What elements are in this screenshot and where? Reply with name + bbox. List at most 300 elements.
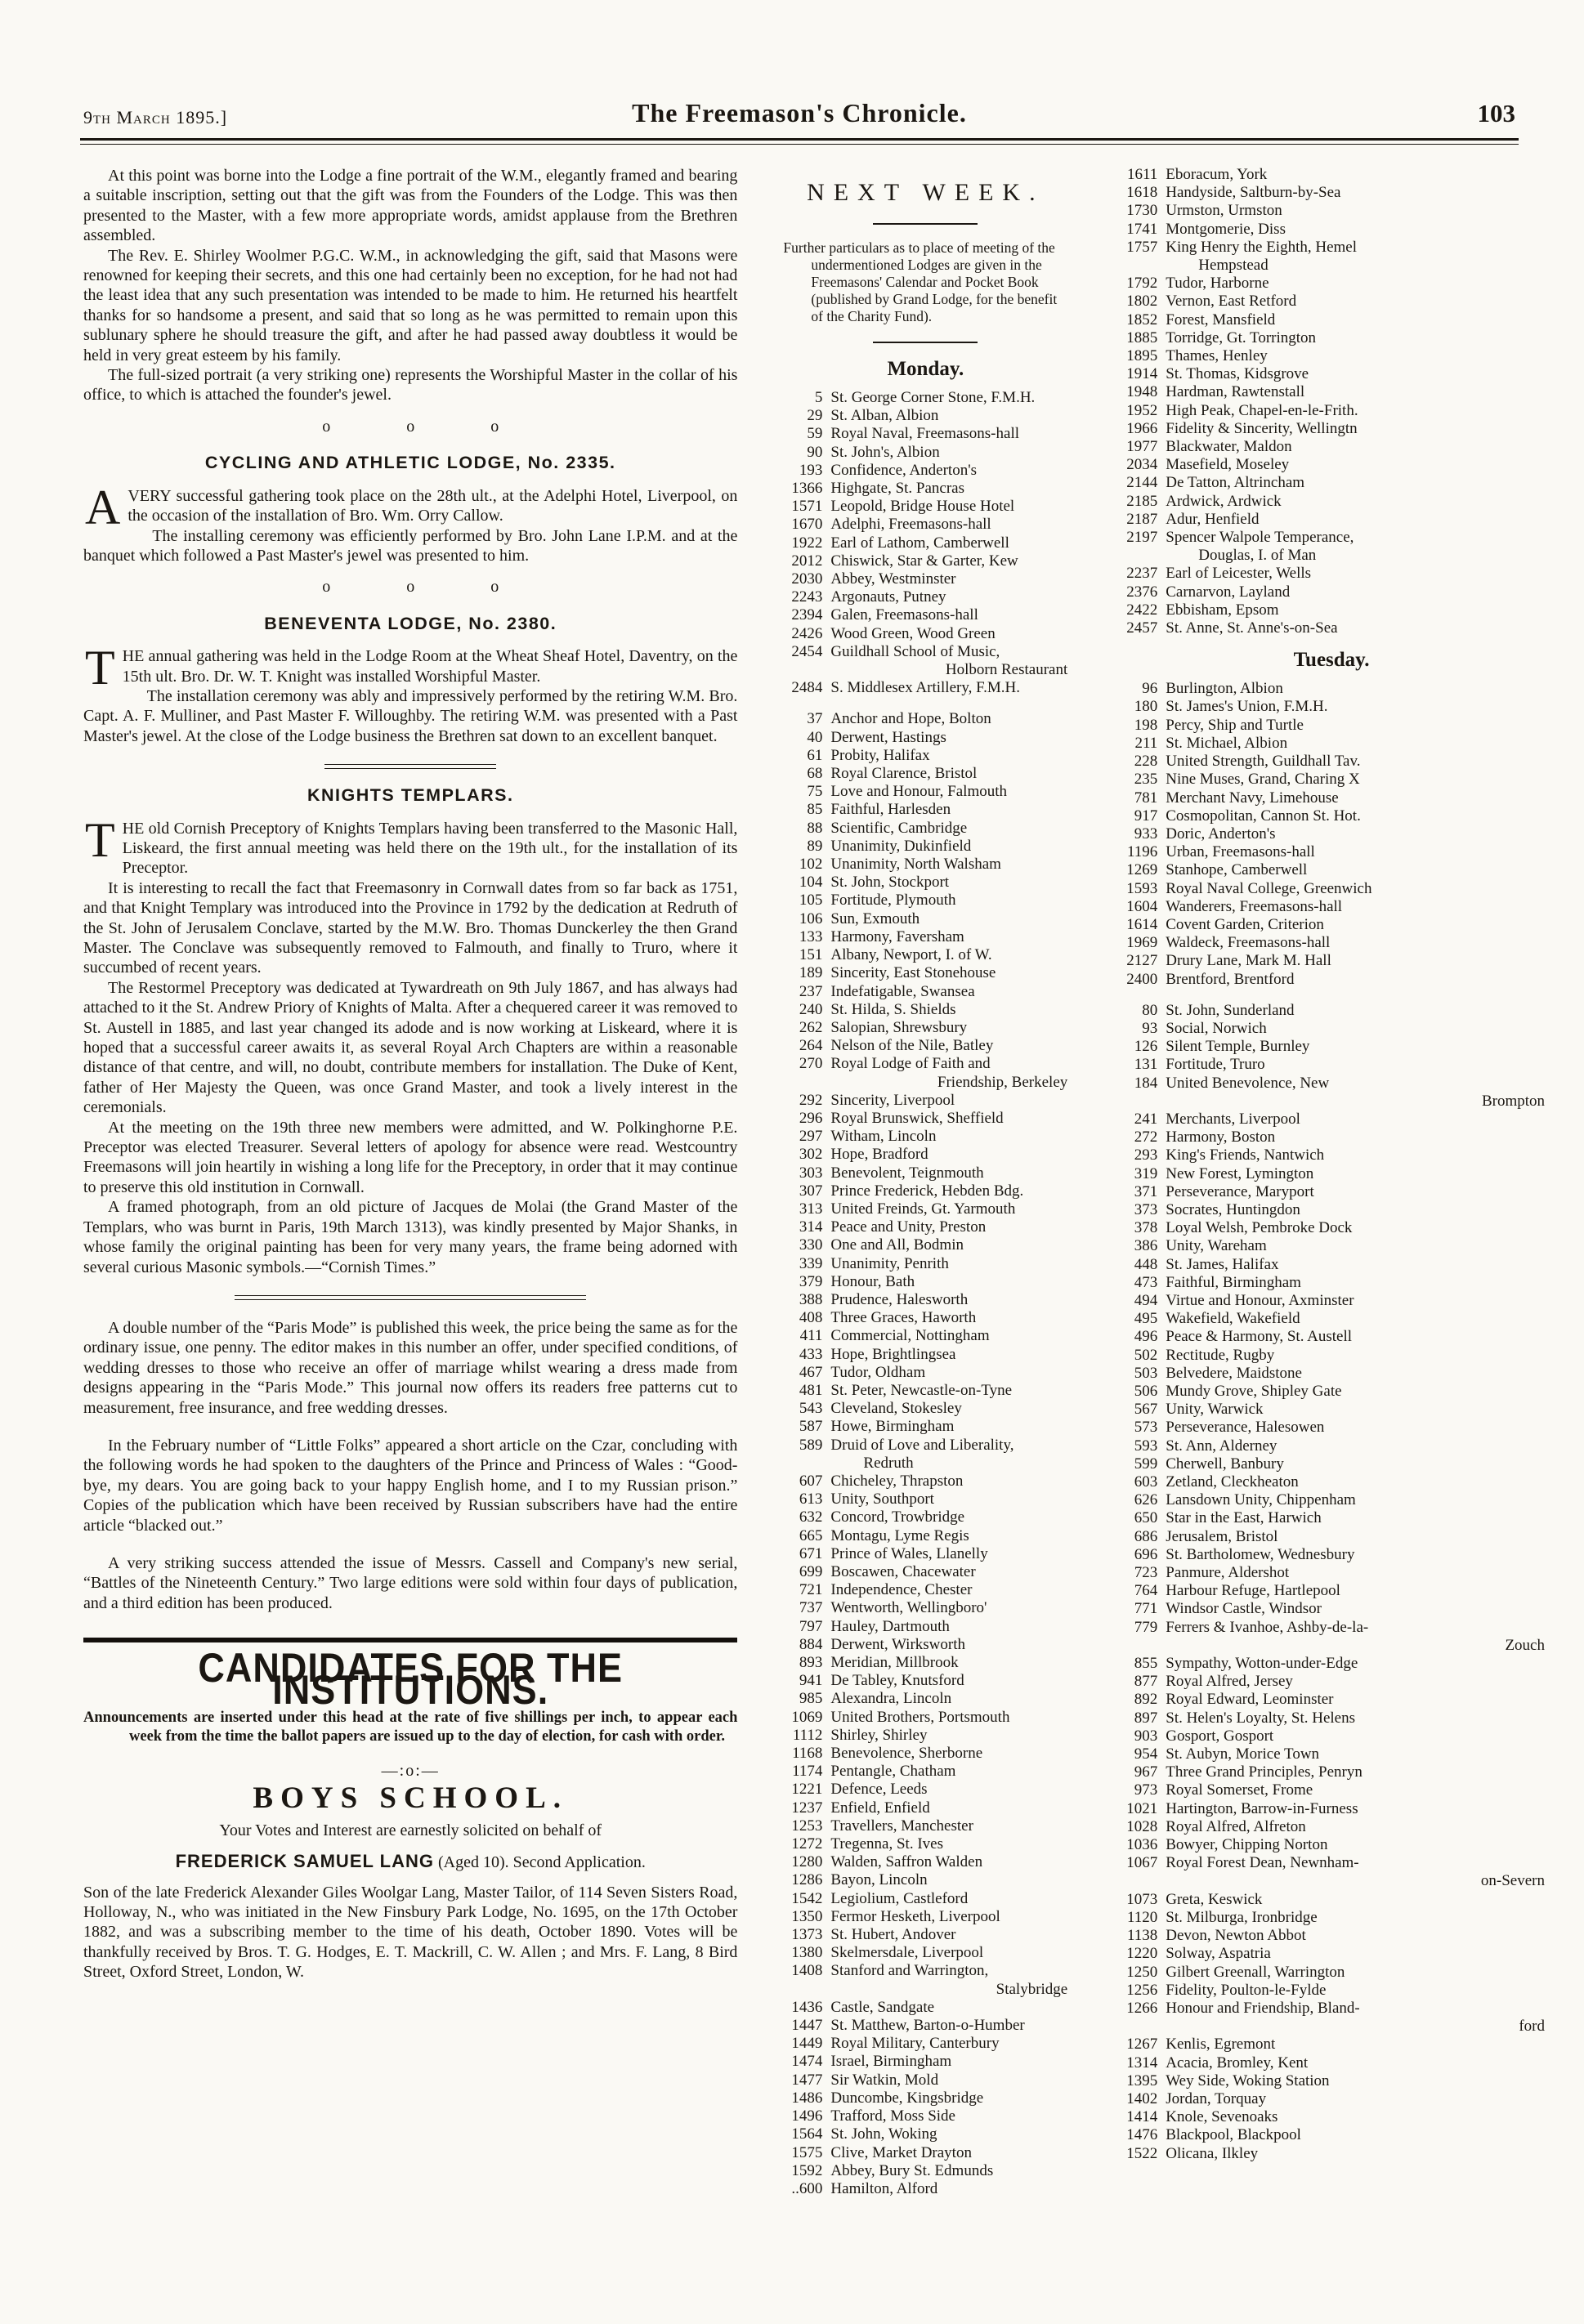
lodge-number: 241 <box>1134 1110 1158 1128</box>
lodge-number: 503 <box>1134 1364 1158 1382</box>
lodge-entry <box>783 1400 1067 1418</box>
lodge-name: Love and Honour, Falmouth <box>830 783 1008 801</box>
lodge-entry <box>1118 1183 1545 1201</box>
lodge-number: 1138 <box>1126 1927 1158 1945</box>
lodge-name: St. John's, Albion <box>830 443 940 461</box>
lodge-name: Highgate, St. Pancras <box>830 480 964 498</box>
lodge-entry <box>783 2089 1067 2107</box>
lodge-entry <box>1118 1818 1545 1836</box>
day-heading-monday: Monday. <box>887 358 964 380</box>
lodge-entry <box>1118 474 1545 492</box>
lodge-entry <box>1118 2126 1545 2144</box>
section-ornament: o o o <box>322 578 499 597</box>
lodge-number: 1436 <box>791 1998 823 2016</box>
lodge-name: Commercial, Nottingham <box>830 1327 990 1345</box>
lodge-entry <box>1118 1491 1545 1509</box>
lodge-entry <box>783 710 1067 728</box>
lodge-entry <box>783 1309 1067 1327</box>
lodge-number: 1449 <box>791 2035 823 2053</box>
lodge-entry <box>1118 934 1545 952</box>
lodge-entry <box>1118 1020 1545 1038</box>
lodge-number: 2034 <box>1126 456 1158 474</box>
lodge-entry <box>1118 717 1545 735</box>
lodge-number: 543 <box>799 1400 823 1418</box>
lodge-entry <box>1118 1528 1545 1546</box>
lodge-name: St. Alban, Albion <box>830 407 939 425</box>
lodge-name: Blackwater, Maldon <box>1166 438 1292 456</box>
lodge-entry <box>783 1799 1067 1817</box>
lodge-name: Royal Somerset, Frome <box>1166 1781 1313 1799</box>
lodge-name: Nine Muses, Grand, Charing X <box>1166 771 1360 789</box>
lodge-number: 893 <box>799 1654 823 1672</box>
lodge-entry <box>1118 1927 1545 1945</box>
lodge-name: Greta, Keswick <box>1166 1890 1263 1908</box>
lodge-entry <box>783 838 1067 856</box>
lodge-name: Merchant Navy, Limehouse <box>1166 789 1339 807</box>
lodge-entry <box>783 2107 1067 2125</box>
lodge-name: Solway, Aspatria <box>1166 1945 1271 1963</box>
content-columns <box>83 166 1545 2198</box>
lodge-name: Castle, Sandgate <box>830 1998 935 2016</box>
lodge-number: 339 <box>799 1254 823 1272</box>
lodge-number: 1952 <box>1126 401 1158 419</box>
lodge-entry <box>783 1944 1067 1962</box>
lodge-entry <box>1118 1328 1545 1346</box>
lodge-name: Percy, Ship and Turtle <box>1166 716 1304 734</box>
lodge-name: Howe, Birmingham <box>830 1418 955 1436</box>
lodge-name: Silent Temple, Burnley <box>1166 1038 1310 1056</box>
lodge-entry <box>783 1490 1067 1508</box>
lodge-number: 1221 <box>791 1781 823 1799</box>
lodge-entry <box>1118 347 1545 365</box>
lodge-entry <box>1118 1075 1545 1111</box>
lodge-number: 1741 <box>1126 220 1158 238</box>
lodge-entry <box>783 1273 1067 1291</box>
lodge-number: 1571 <box>791 498 823 516</box>
lodge-entry <box>1118 1619 1545 1655</box>
lodge-number: 1366 <box>791 480 823 498</box>
lodge-entry <box>783 1418 1067 1436</box>
lodge-number: 723 <box>1134 1564 1158 1582</box>
lodge-number: 1350 <box>791 1907 823 1925</box>
lodge-name: Chicheley, Thrapston <box>830 1472 964 1490</box>
lodge-name: Tregenna, St. Ives <box>830 1835 943 1853</box>
lodge-number: 1618 <box>1126 184 1158 202</box>
lodge-entry <box>1118 2108 1545 2126</box>
lodge-name: Cherwell, Banbury <box>1166 1455 1284 1473</box>
lodge-entry <box>783 1037 1067 1055</box>
lodge-number: 967 <box>1134 1763 1158 1781</box>
lodge-entry <box>1118 1781 1545 1799</box>
lodge-name: Ardwick, Ardwick <box>1166 492 1282 510</box>
lodge-entry <box>783 1164 1067 1182</box>
lodge-entry <box>783 606 1067 624</box>
lodge-number: 1067 <box>1126 1854 1158 1872</box>
lodge-entry <box>783 729 1067 747</box>
lodge-number: 1174 <box>792 1763 823 1781</box>
lodge-entry <box>783 892 1067 909</box>
lodge-number: 88 <box>807 819 823 837</box>
lodge-number: 1073 <box>1126 1890 1158 1908</box>
lodge-entry <box>1118 493 1545 511</box>
lodge-number: 599 <box>1134 1455 1158 1473</box>
lodge-number: 1253 <box>791 1817 823 1835</box>
lodge-number: 467 <box>799 1363 823 1381</box>
lodge-number: 613 <box>799 1490 823 1508</box>
lodge-name: Fortitude, Plymouth <box>830 892 956 909</box>
lodge-name: Drury Lane, Mark M. Hall <box>1166 952 1331 970</box>
lodge-entry <box>783 1364 1067 1382</box>
lodge-entry <box>783 1581 1067 1599</box>
lodge-name: Covent Garden, Criterion <box>1166 915 1324 933</box>
lodge-number: 388 <box>799 1290 823 1308</box>
lodge-name: Wey Side, Woking Station <box>1166 2071 1330 2089</box>
lodge-name: Royal Lodge of Faith and Friendship, Berkeley <box>830 1055 1068 1091</box>
lodge-entry <box>783 856 1067 874</box>
lodge-entry <box>1118 1945 1545 1963</box>
lodge-number: 665 <box>799 1526 823 1544</box>
lodge-name: Kenlis, Egremont <box>1166 2036 1276 2054</box>
lodge-number: 102 <box>799 856 823 874</box>
lodge-number: 1112 <box>792 1726 823 1744</box>
lodge-name: Prince Frederick, Hebden Bdg. <box>830 1182 1024 1200</box>
lodge-name: St. Matthew, Barton-o-Humber <box>830 2017 1025 2035</box>
lodge-entry <box>783 1817 1067 1835</box>
lodge-number: 1604 <box>1126 897 1158 915</box>
lodge-entry <box>1118 861 1545 879</box>
lodge-number: 303 <box>799 1164 823 1182</box>
lodge-name: Doric, Anderton's <box>1166 825 1276 842</box>
lodge-entry <box>1118 1964 1545 1982</box>
next-week-intro: Further particulars as to place of meeting of the undermentioned Lodges are given in the Freemasons' Calendar and Pocket Book (published by Grand Lodge, for the benefit of the Charity Fund). <box>783 239 1058 324</box>
lodge-entry <box>1118 2000 1545 2036</box>
lodge-number: 671 <box>799 1544 823 1562</box>
lodge-entry <box>783 1437 1067 1473</box>
lodge-number: 1373 <box>791 1926 823 1944</box>
lodge-number: 2426 <box>791 624 823 642</box>
lodge-entry <box>783 498 1067 516</box>
lodge-name: Sympathy, Wotton-under-Edge <box>1166 1655 1358 1673</box>
candidate-name-line <box>83 1852 737 1872</box>
lodge-number: 1802 <box>1126 293 1158 311</box>
lodge-name: St. Thomas, Kidsgrove <box>1166 365 1309 383</box>
lodge-name: Perseverance, Maryport <box>1166 1182 1314 1200</box>
lodge-name: Hauley, Dartmouth <box>830 1617 950 1635</box>
lodge-entry <box>1118 952 1545 970</box>
lodge-number: 371 <box>1134 1182 1158 1200</box>
page-number: 103 <box>1477 99 1515 127</box>
lodge-number: 307 <box>799 1182 823 1200</box>
lodge-number: 1922 <box>791 534 823 552</box>
lodge-name: Israel, Birmingham <box>830 2053 952 2071</box>
lodge-number: 1757 <box>1126 238 1158 256</box>
day-heading-tuesday: Tuesday. <box>1293 649 1370 672</box>
lodge-entry <box>1118 1365 1545 1383</box>
lodge-entry <box>783 1019 1067 1037</box>
lodge-number: 1486 <box>791 2089 823 2107</box>
lodge-name: Harbour Refuge, Hartlepool <box>1166 1582 1340 1600</box>
lodge-entry <box>1118 1237 1545 1255</box>
lodge-number: 1408 <box>791 1962 823 1980</box>
lodge-name: Hope, Bradford <box>830 1146 928 1164</box>
article-paragraph: At the meeting on the 19th three new members were admitted, and W. Polkinghorne P.E. Preceptor was elected Treasurer. Several letters of apology for absence were read. Westcountry Freemasons will join heartily in wishing a long life for the Preceptory, in order that it may continue to preserve this old institution in Cornwall. <box>83 1118 738 1196</box>
lodge-name: Shirley, Shirley <box>830 1726 928 1744</box>
lodge-name: Ferrers & Ivanhoe, Ashby-de-la- Zouch <box>1166 1618 1545 1654</box>
lodge-name: United Brothers, Portsmouth <box>830 1708 1010 1726</box>
lodge-name: Loyal Welsh, Pembroke Dock <box>1166 1219 1353 1237</box>
lodge-name: Devon, Newton Abbot <box>1166 1927 1306 1945</box>
lodge-entry <box>783 1092 1067 1110</box>
lodge-entry <box>1118 2054 1545 2072</box>
lodge-entry <box>783 1727 1067 1745</box>
lodge-entry <box>1118 1256 1545 1274</box>
lodge-name: Stanford and Warrington, Stalybridge <box>830 1962 1068 1998</box>
lodge-number: 1036 <box>1126 1836 1158 1854</box>
lodge-number: 40 <box>807 728 823 746</box>
lodge-name: Handyside, Saltburn-by-Sea <box>1166 184 1341 202</box>
lodge-number: 297 <box>799 1128 823 1146</box>
lodge-name: Adelphi, Freemasons-hall <box>830 516 991 534</box>
lodge-number: 2243 <box>791 588 823 606</box>
lodge-name: Knole, Sevenoaks <box>1166 2108 1278 2126</box>
lodge-entry <box>1118 1655 1545 1673</box>
lodge-entry <box>783 1110 1067 1128</box>
lodge-entry <box>1118 1800 1545 1818</box>
lodge-name: Derwent, Wirksworth <box>830 1635 965 1653</box>
lodge-number: 1380 <box>791 1944 823 1962</box>
candidate-details: (Aged 10). Second Application. <box>433 1853 646 1872</box>
lodge-number: 237 <box>799 982 823 1000</box>
lodge-number: 933 <box>1134 825 1158 842</box>
lodge-entry <box>1118 1582 1545 1600</box>
lodge-name: Witham, Lincoln <box>830 1128 937 1146</box>
lodge-name: Legiolium, Castleford <box>830 1889 969 1907</box>
lodge-name: Boscawen, Chacewater <box>830 1563 976 1580</box>
lodge-number: 903 <box>1134 1727 1158 1745</box>
lodge-name: King's Friends, Nantwich <box>1166 1146 1325 1164</box>
lodge-name: St. Michael, Albion <box>1166 734 1288 752</box>
lodge-entry <box>783 983 1067 1001</box>
lodge-entry <box>1118 825 1545 843</box>
lodge-entry <box>783 1908 1067 1926</box>
lodge-number: 80 <box>1142 1001 1158 1019</box>
lodge-name: Thames, Henley <box>1166 347 1268 365</box>
lodge-name: Fidelity, Poulton-le-Fylde <box>1166 1981 1327 1999</box>
lodge-number: 1237 <box>791 1799 823 1817</box>
lodge-entry <box>783 2017 1067 2035</box>
lodge-name: Peace and Unity, Preston <box>830 1218 987 1236</box>
lodge-number: 593 <box>1134 1437 1158 1455</box>
lodge-entry <box>1118 1111 1545 1128</box>
candidate-name: FREDERICK SAMUEL LANG <box>175 1851 434 1872</box>
lodge-name: Galen, Freemasons-hall <box>830 606 978 624</box>
lodge-name: Earl of Leicester, Wells <box>1166 565 1312 583</box>
lodge-name: Royal Brunswick, Sheffield <box>830 1109 1004 1127</box>
lodge-number: 296 <box>799 1109 823 1127</box>
lodge-number: 314 <box>799 1218 823 1236</box>
lodge-name: Waldeck, Freemasons-hall <box>1166 934 1331 952</box>
lodge-name: Lansdown Unity, Chippenham <box>1166 1491 1356 1509</box>
lodge-name: Urban, Freemasons-hall <box>1166 843 1315 861</box>
lodge-entry <box>783 552 1067 570</box>
lodge-name: St. John, Woking <box>830 2125 937 2143</box>
lodge-number: 954 <box>1134 1745 1158 1763</box>
lodge-entry <box>783 783 1067 801</box>
lodge-entry <box>1118 1455 1545 1473</box>
lodge-number: 408 <box>799 1309 823 1327</box>
lodge-name: Meridian, Millbrook <box>830 1654 959 1672</box>
middle-column <box>783 166 1067 2198</box>
lodge-entry <box>783 1636 1067 1654</box>
lodge-number: 567 <box>1134 1401 1158 1419</box>
lodge-name: St. John, Stockport <box>830 874 950 892</box>
lodge-name: Hamilton, Alford <box>830 2179 938 2197</box>
lodge-entry <box>783 1545 1067 1563</box>
lodge-name: High Peak, Chapel-en-le-Frith. <box>1166 401 1358 419</box>
lodge-name: Montagu, Lyme Regis <box>830 1526 969 1544</box>
lodge-entry <box>783 928 1067 946</box>
lodge-entry <box>783 2162 1067 2180</box>
lodge-name: Enfield, Enfield <box>830 1799 930 1817</box>
lodge-name: Anchor and Hope, Bolton <box>830 710 991 728</box>
lodge-name: St. James, Halifax <box>1166 1255 1279 1273</box>
lodge-entry <box>783 1763 1067 1781</box>
lodge-entry <box>1118 511 1545 529</box>
lodge-entry <box>1118 1002 1545 1020</box>
lodge-name: Druid of Love and Liberality, Redruth <box>830 1437 1067 1473</box>
lodge-number: 1402 <box>1126 2089 1158 2107</box>
lodge-name: Trafford, Moss Side <box>830 2107 955 2125</box>
lodge-name: Honour, Bath <box>830 1272 915 1290</box>
lodge-entry <box>1118 1709 1545 1727</box>
lodge-number: 1670 <box>791 516 823 534</box>
lodge-entry <box>783 910 1067 928</box>
lodge-number: 917 <box>1134 807 1158 825</box>
lodge-entry <box>1118 1727 1545 1745</box>
lodge-entry <box>783 480 1067 498</box>
lodge-number: 228 <box>1134 753 1158 771</box>
lodge-entry <box>1118 202 1545 220</box>
lodge-number: 293 <box>1134 1146 1158 1164</box>
section-ornament: o o o <box>322 417 499 436</box>
lodge-name: Sir Watkin, Mold <box>830 2071 939 2089</box>
lodge-entry <box>783 2180 1067 2198</box>
lodge-name: Benevolent, Teignmouth <box>830 1164 984 1182</box>
lodge-name: St. Aubyn, Morice Town <box>1166 1745 1320 1763</box>
lodge-name: St. James's Union, F.M.H. <box>1166 698 1328 716</box>
section-rule <box>235 1295 586 1300</box>
lodge-entry <box>1118 383 1545 401</box>
lodge-entry <box>783 874 1067 892</box>
monday-provincial-list <box>783 710 1067 2198</box>
tuesday-provincial-list <box>1118 1002 1545 2163</box>
lodge-entry <box>1118 1473 1545 1491</box>
lodge-number: 1852 <box>1126 311 1158 328</box>
lodge-name: Walden, Saffron Walden <box>830 1853 983 1871</box>
lodge-name-continuation: Douglas, I. of Man <box>1198 547 1317 565</box>
lodge-name: Sincerity, East Stonehouse <box>830 964 996 982</box>
lodge-number: 5 <box>814 389 823 406</box>
lodge-name: Tudor, Harborne <box>1166 275 1269 293</box>
lodge-name-continuation: Stalybridge <box>996 1980 1068 1998</box>
lodge-entry <box>783 801 1067 819</box>
lodge-number: 1069 <box>791 1708 823 1726</box>
lodge-name: St. Helen's Loyalty, St. Helens <box>1166 1709 1355 1727</box>
lodge-entry <box>783 1599 1067 1617</box>
section-rule <box>324 764 496 769</box>
lodge-number: 1593 <box>1126 879 1158 897</box>
lodge-entry <box>1118 583 1545 601</box>
lodge-number: 502 <box>1134 1346 1158 1364</box>
lodge-entry <box>783 2035 1067 2053</box>
drop-cap: T <box>85 812 115 867</box>
lodge-name: Socrates, Huntingdon <box>1166 1200 1300 1218</box>
lodge-number: 626 <box>1134 1491 1158 1509</box>
short-rule <box>873 342 978 343</box>
lodge-name: Argonauts, Putney <box>830 588 946 606</box>
lodge-name: St. Peter, Newcastle-on-Tyne <box>830 1381 1013 1399</box>
lodge-name: Wakefield, Wakefield <box>1166 1310 1300 1328</box>
lodge-entry <box>783 2053 1067 2071</box>
lodge-entry <box>1118 565 1545 583</box>
lodge-entry <box>1118 1310 1545 1328</box>
lodge-number: 96 <box>1142 680 1158 698</box>
lodge-name: Faithful, Harlesden <box>830 801 951 819</box>
lodge-entry <box>783 1709 1067 1727</box>
lodge-number: 737 <box>799 1599 823 1617</box>
lodge-entry <box>783 1690 1067 1708</box>
lodge-number: 1477 <box>791 2071 823 2089</box>
lodge-name: Sun, Exmouth <box>830 909 920 927</box>
lodge-entry <box>783 820 1067 838</box>
lodge-number: 379 <box>799 1272 823 1290</box>
lodge-entry <box>1118 843 1545 861</box>
lodge-name: St. Anne, St. Anne's-on-Sea <box>1166 619 1338 637</box>
lodge-number: 1564 <box>791 2125 823 2143</box>
lodge-entry <box>1118 601 1545 619</box>
lodge-name: Three Grand Principles, Penryn <box>1166 1763 1363 1781</box>
lodge-number: 61 <box>807 746 823 764</box>
lodge-entry <box>1118 1419 1545 1437</box>
lodge-number: 1269 <box>1126 861 1158 879</box>
lodge-number: 1266 <box>1126 1999 1158 2017</box>
issue-date: 9th March 1895.] <box>83 107 228 127</box>
lodge-name: Perseverance, Halesowen <box>1166 1419 1325 1437</box>
candidates-notice: Announcements are inserted under this head at the rate of five shillings per inch, to appear each week from the time the ballot papers are issued up to the day of election, for cash with order. <box>83 1709 738 1745</box>
lodge-entry <box>1118 1909 1545 1927</box>
lodge-number: 1885 <box>1126 328 1158 346</box>
lodge-name: Merchants, Liverpool <box>1166 1110 1300 1128</box>
lodge-entry <box>1118 311 1545 329</box>
lodge-number: 764 <box>1134 1582 1158 1600</box>
lodge-number: 587 <box>799 1418 823 1436</box>
lodge-entry <box>1118 1564 1545 1582</box>
lodge-entry <box>1118 1274 1545 1292</box>
lodge-entry <box>1118 1056 1545 1074</box>
lodge-name: Royal Edward, Leominster <box>1166 1691 1334 1709</box>
lodge-entry <box>783 389 1067 407</box>
lodge-number: 892 <box>1134 1691 1158 1709</box>
lodge-number: 603 <box>1134 1473 1158 1491</box>
lodge-number: 1256 <box>1126 1981 1158 1999</box>
lodge-name-continuation: Hempstead <box>1198 257 1269 275</box>
lodge-entry <box>783 588 1067 606</box>
lodge-number: 313 <box>799 1200 823 1218</box>
article-paragraph: The Restormel Preceptory was dedicated at Tywardreath on 9th July 1867, and has always had attached to it the St. Andrew Priory of Knights of Malta. After a chequered career it was removed to St. Austell in 1885, and last year changed its adode and is now working at Liskeard, where it is hoped that a successful career awaits it, as several Royal Arch Chapters are within a reasonable distance of that centre, and will, no doubt, contribute members for installation. The Duke of Kent, father of Her Majesty the Queen, was once Grand Master, and took a lively interest in the ceremonials. <box>83 978 738 1117</box>
lodge-number: 1792 <box>1126 275 1158 293</box>
lodge-number: 89 <box>807 837 823 855</box>
lodge-entry <box>1118 698 1545 716</box>
